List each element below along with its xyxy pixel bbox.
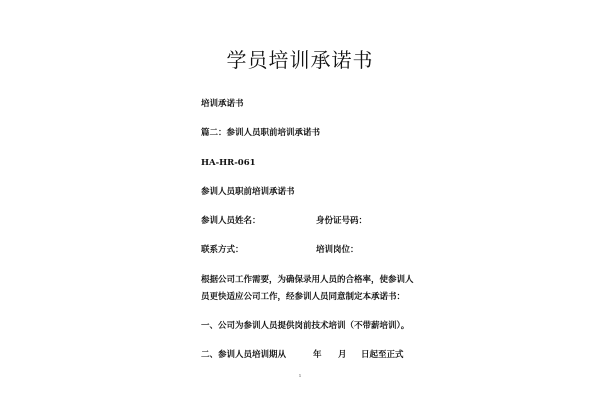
year-label: 年 bbox=[313, 350, 322, 360]
paragraph-line-1: 根据公司工作需要，为确保录用人员的合格率，使参训人 bbox=[201, 275, 414, 285]
page-number: 1 bbox=[298, 373, 302, 378]
paragraph-line-2: 员更快适应公司工作，经参训人员同意制定本承诺书： bbox=[201, 292, 406, 302]
document-title: 学员培训承诺书 bbox=[226, 48, 374, 72]
id-number-label: 身份证号码： bbox=[316, 216, 368, 226]
commitment-subtitle: 参训人员职前培训承诺书 bbox=[201, 187, 295, 197]
clause-one: 一、公司为参训人员提供岗前技术培训（不带薪培训）。 bbox=[201, 321, 410, 331]
month-label: 月 bbox=[338, 350, 347, 360]
clause-two-prefix: 二、参训人员培训期从 bbox=[201, 350, 287, 360]
document-code: HA-HR-061 bbox=[201, 158, 256, 168]
chapter-heading: 篇二：参训人员职前培训承诺书 bbox=[201, 128, 321, 138]
training-position-label: 培训岗位： bbox=[316, 245, 359, 255]
trainee-name-label: 参训人员姓名： bbox=[201, 216, 261, 226]
date-tail: 日起至正式 bbox=[361, 350, 404, 360]
commitment-heading: 培训承诺书 bbox=[201, 99, 244, 109]
contact-label: 联系方式： bbox=[201, 245, 244, 255]
